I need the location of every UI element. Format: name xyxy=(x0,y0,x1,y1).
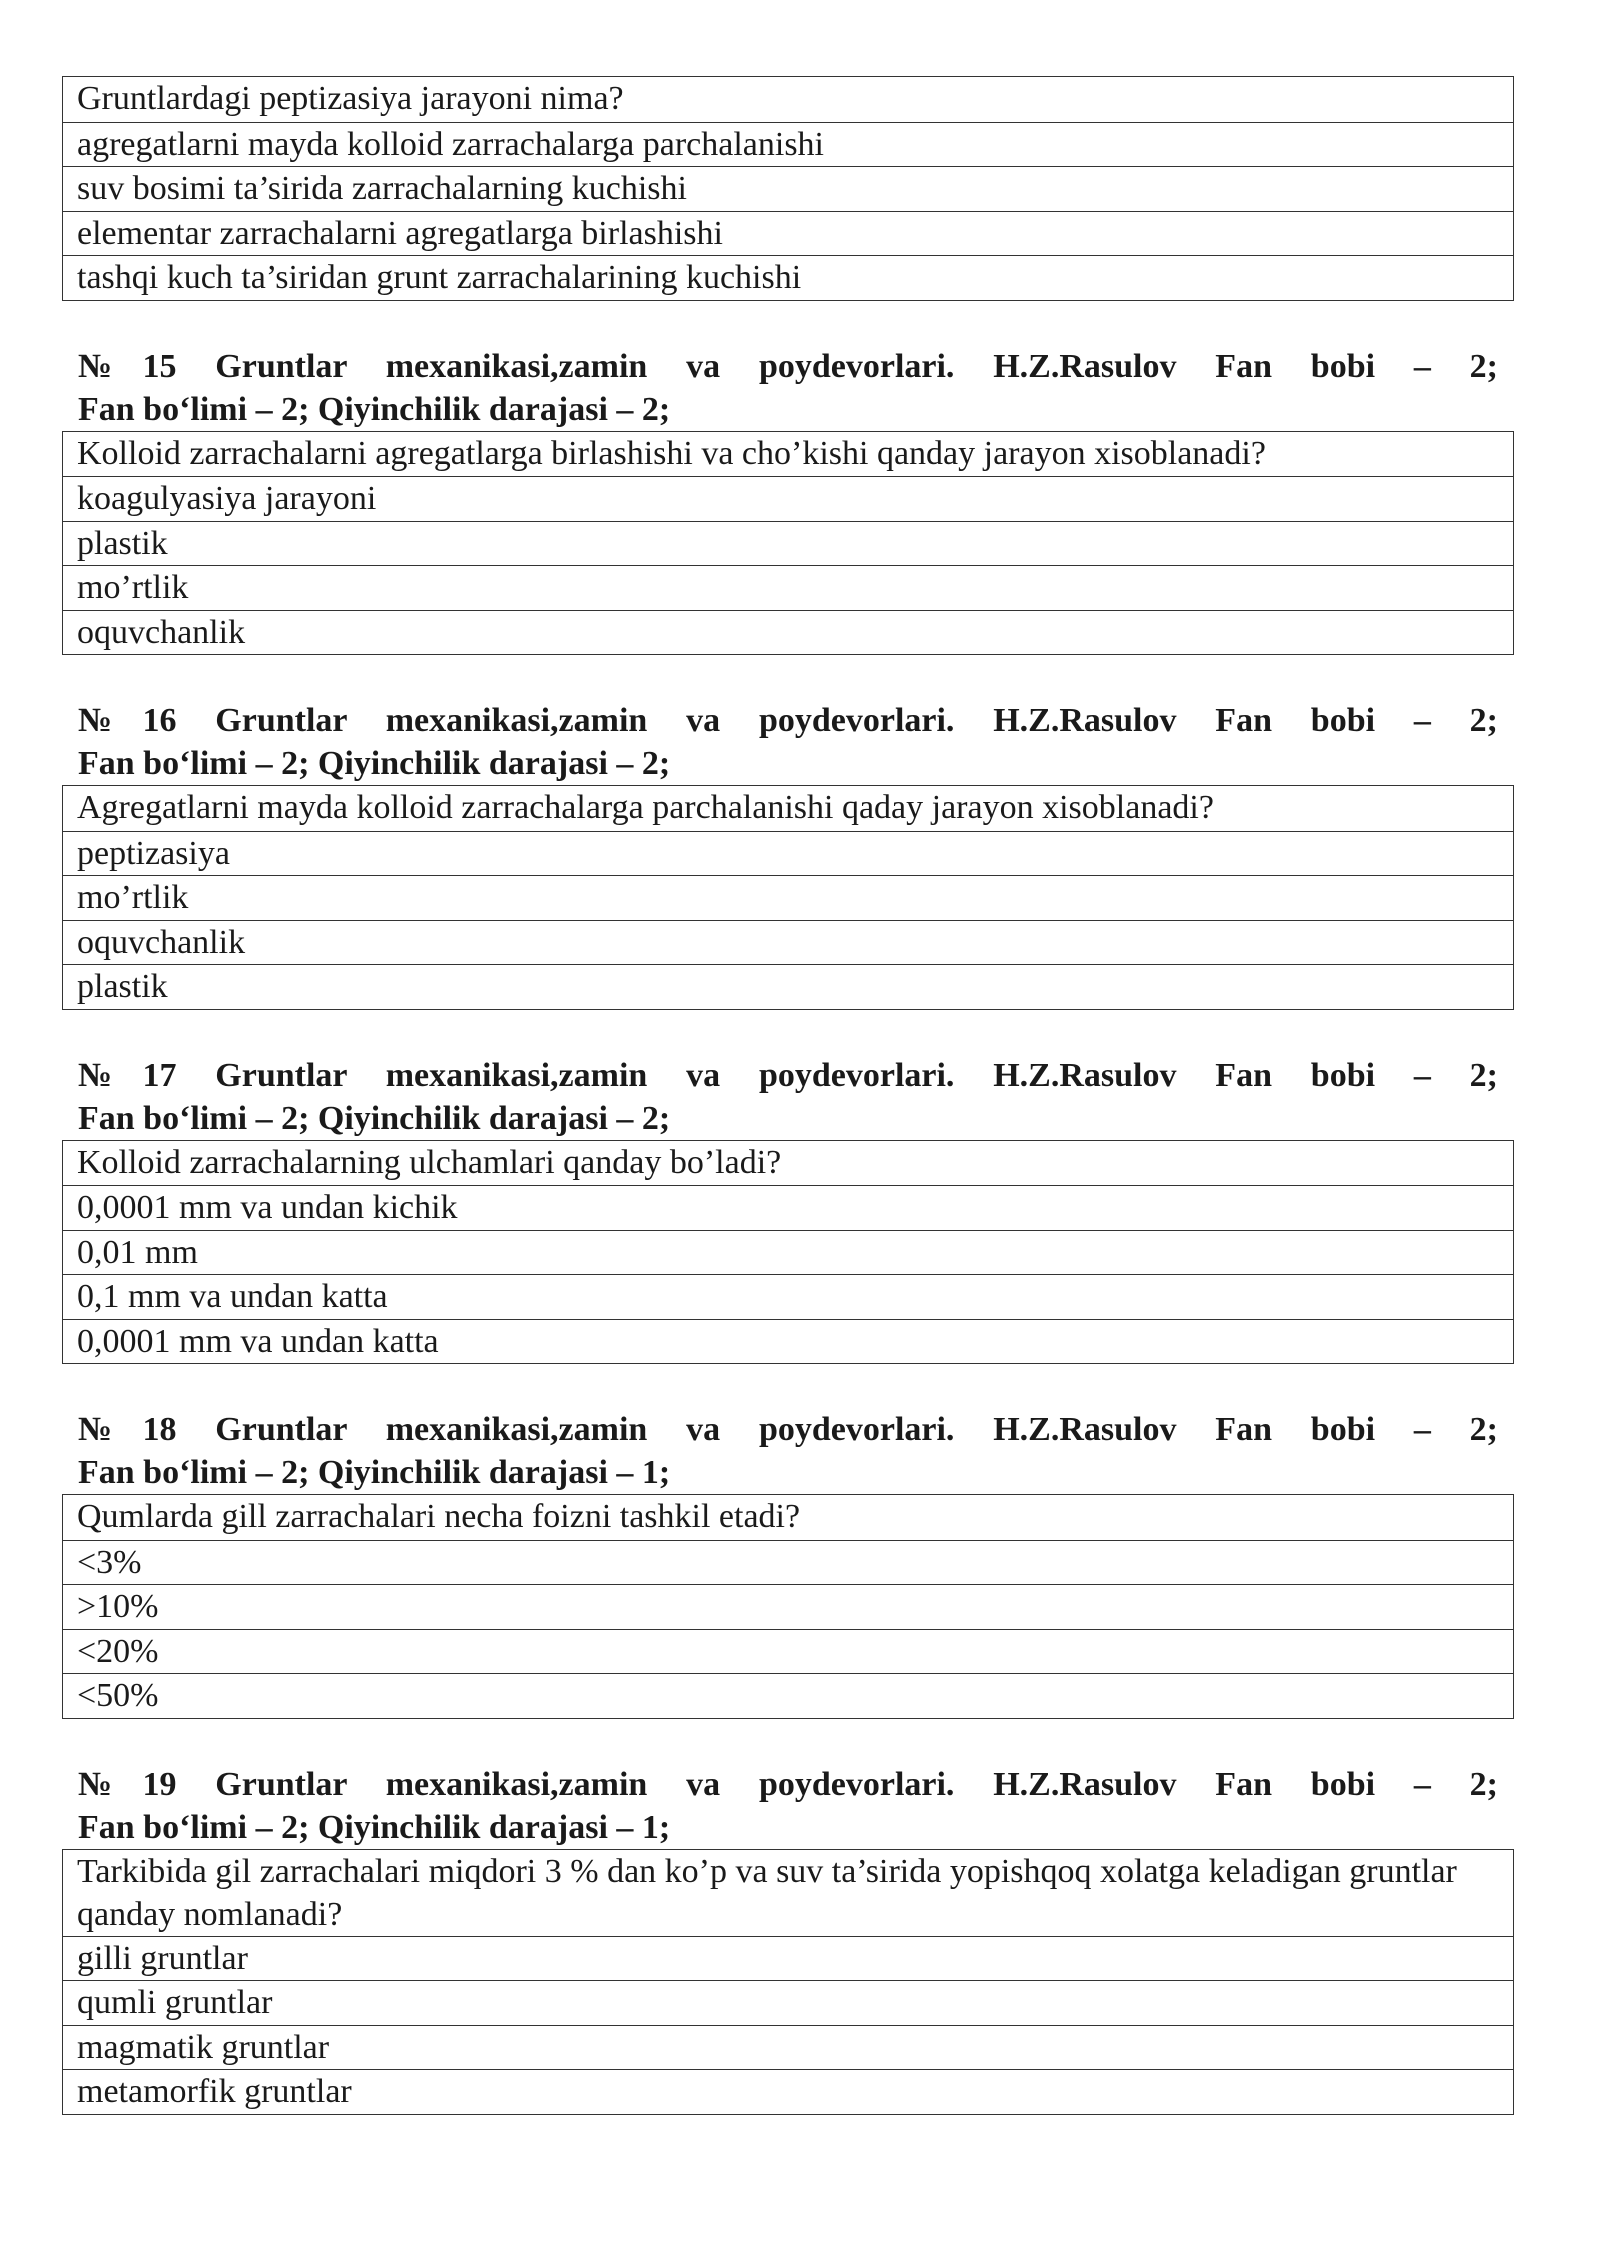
question-heading xyxy=(62,699,1514,785)
answer-option: oquvchanlik xyxy=(63,920,1513,965)
answer-option: koagulyasiya jarayoni xyxy=(63,476,1513,521)
question-table xyxy=(62,1849,1514,2115)
question-table xyxy=(62,785,1514,1010)
question-block-19 xyxy=(62,1763,1514,2115)
answer-option: <50% xyxy=(63,1673,1513,1718)
question-heading xyxy=(62,1408,1514,1494)
answer-option: suv bosimi ta’sirida zarrachalarning kuchishi xyxy=(63,166,1513,211)
question-text: Kolloid zarrachalarni agregatlarga birlashishi va cho’kishi qanday jarayon xisoblanadi? xyxy=(77,434,1266,472)
question-block-16 xyxy=(62,699,1514,1010)
question-table xyxy=(62,76,1514,301)
answer-option: magmatik gruntlar xyxy=(63,2025,1513,2070)
question-table xyxy=(62,1494,1514,1719)
answer-option: 0,0001 mm va undan katta xyxy=(63,1319,1513,1364)
question-heading-line2: Fan bo‘limi – 2; Qiyinchilik darajasi – 1; xyxy=(78,1808,671,1846)
question-text: Qumlarda gill zarrachalari necha foizni tashkil etadi? xyxy=(77,1498,801,1535)
question-heading xyxy=(62,1763,1514,1849)
question-block-17 xyxy=(62,1054,1514,1365)
answer-option: plastik xyxy=(63,521,1513,566)
question-heading-line2: Fan bo‘limi – 2; Qiyinchilik darajasi – 2; xyxy=(78,745,671,782)
question-block-14 xyxy=(62,76,1514,301)
answer-option: agregatlarni mayda kolloid zarrachalarga parchalanishi xyxy=(63,122,1513,167)
question-heading-line2: Fan bo‘limi – 2; Qiyinchilik darajasi – 1; xyxy=(78,1454,671,1491)
answer-option: 0,0001 mm va undan kichik xyxy=(63,1185,1513,1230)
question-heading xyxy=(62,345,1514,431)
answer-option: metamorfik gruntlar xyxy=(63,2069,1513,2114)
question-heading-line1: №15 Gruntlar mexanikasi,zamin va poydevorlari. H.Z.Rasulov Fan bobi – 2; xyxy=(78,347,1498,385)
question-text: Tarkibida gil zarrachalari miqdori 3 % dan ko’p va suv ta’sirida yopishqoq xolatga keladigan gruntlar qanday nomlanadi? xyxy=(77,1852,1457,1933)
document-page xyxy=(62,76,1514,2115)
question-heading-line2: Fan bo‘limi – 2; Qiyinchilik darajasi – 2; xyxy=(78,390,671,428)
question-heading-line1: №16 Gruntlar mexanikasi,zamin va poydevorlari. H.Z.Rasulov Fan bobi – 2; xyxy=(78,702,1498,739)
answer-option: 0,01 mm xyxy=(63,1230,1513,1275)
answer-option: mo’rtlik xyxy=(63,565,1513,610)
question-text: Kolloid zarrachalarning ulchamlari qanday bo’ladi? xyxy=(77,1143,782,1181)
answer-option: tashqi kuch ta’siridan grunt zarrachalarining kuchishi xyxy=(63,255,1513,300)
answer-option: gilli gruntlar xyxy=(63,1936,1513,1981)
question-text: Agregatlarni mayda kolloid zarrachalarga parchalanishi qaday jarayon xisoblanadi? xyxy=(77,789,1214,826)
question-table xyxy=(62,431,1514,656)
answer-option: peptizasiya xyxy=(63,831,1513,876)
question-heading-line1: №19 Gruntlar mexanikasi,zamin va poydevorlari. H.Z.Rasulov Fan bobi – 2; xyxy=(78,1765,1498,1803)
answer-option: 0,1 mm va undan katta xyxy=(63,1274,1513,1319)
question-heading-line1: №17 Gruntlar mexanikasi,zamin va poydevorlari. H.Z.Rasulov Fan bobi – 2; xyxy=(78,1056,1498,1094)
answer-option: elementar zarrachalarni agregatlarga birlashishi xyxy=(63,211,1513,256)
answer-option: qumli gruntlar xyxy=(63,1980,1513,2025)
question-heading-line1: №18 Gruntlar mexanikasi,zamin va poydevorlari. H.Z.Rasulov Fan bobi – 2; xyxy=(78,1411,1498,1448)
answer-option: mo’rtlik xyxy=(63,875,1513,920)
answer-option: >10% xyxy=(63,1584,1513,1629)
answer-option: oquvchanlik xyxy=(63,610,1513,655)
answer-option: <20% xyxy=(63,1629,1513,1674)
answer-option: plastik xyxy=(63,964,1513,1009)
question-heading xyxy=(62,1054,1514,1140)
question-text: Gruntlardagi peptizasiya jarayoni nima? xyxy=(77,80,624,117)
question-heading-line2: Fan bo‘limi – 2; Qiyinchilik darajasi – 2; xyxy=(78,1099,671,1137)
question-block-15 xyxy=(62,345,1514,656)
question-block-18 xyxy=(62,1408,1514,1719)
answer-option: <3% xyxy=(63,1540,1513,1585)
question-table xyxy=(62,1140,1514,1365)
